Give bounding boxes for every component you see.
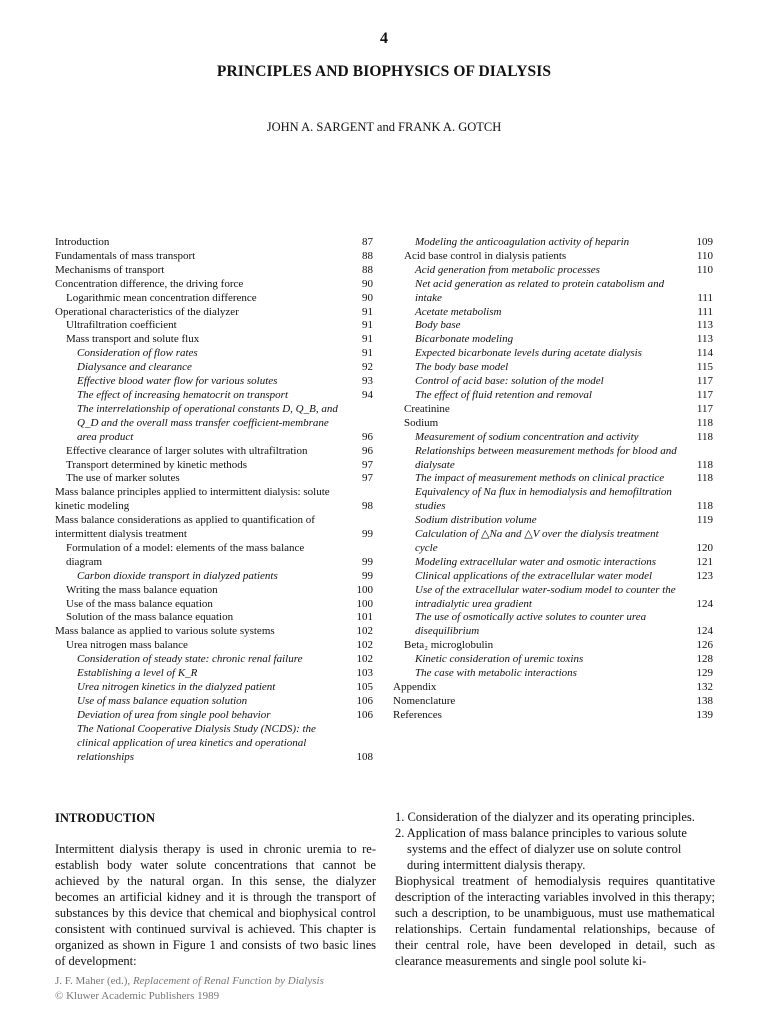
toc-entry-title: Mass balance as applied to various solute systems [55, 625, 275, 638]
toc-entry-page: 99 [362, 569, 373, 582]
toc-entry-title: Acid generation from metabolic processes [415, 263, 600, 276]
toc-entry [55, 306, 373, 320]
toc-entry-title: Control of acid base: solution of the model [415, 375, 604, 388]
toc-entry-page: 118 [696, 458, 713, 471]
intro-paragraph: Intermittent dialysis therapy is used in chronic uremia to re-establish body water solute concentrations that cannot be achieved by the natural organ. In this sense, the dialyzer becomes an artificial kidney and it is through the transport of substances by this device that chemical and biophysical control consistent with continued survival is achieved. This chapter is organized as shown in Figure 1 and consists of two basic lines of development: [55, 842, 376, 968]
toc-entry-title: Relationships between measurement methods for blood and dialysate [415, 444, 677, 471]
chapter-title: PRINCIPLES AND BIOPHYSICS OF DIALYSIS [216, 63, 552, 80]
body-left-column [55, 841, 376, 969]
toc-entry-page: 91 [362, 319, 373, 332]
toc-entry [393, 528, 713, 556]
toc-entry [55, 459, 373, 473]
toc-entry-title: Writing the mass balance equation [66, 583, 218, 596]
toc-entry-title: Body base [415, 319, 461, 332]
toc-entry [55, 570, 373, 584]
toc-entry-title: Concentration difference, the driving force [55, 277, 244, 290]
citation-book-title: Replacement of Renal Function by Dialysis [132, 975, 324, 987]
toc-entry-page: 102 [356, 639, 373, 652]
toc-entry-title: Carbon dioxide transport in dialyzed patients [77, 569, 278, 582]
toc-entry-page: 103 [356, 667, 373, 680]
toc-entry-title: The National Cooperative Dialysis Study (NCDS): the clinical application of urea kinetics and operational relationships [77, 722, 316, 763]
citation-editor: J. F. Maher (ed.), [55, 975, 133, 987]
toc-entry-page: 113 [696, 319, 713, 332]
toc-entry-title: Kinetic consideration of uremic toxins [415, 653, 584, 666]
toc-entry-title: Urea nitrogen mass balance [66, 639, 188, 652]
toc-entry [55, 639, 373, 653]
list-item: 1. Consideration of the dialyzer and its operating principles. [395, 810, 695, 824]
toc-entry-title: Mass balance considerations as applied to quantification of intermittent dialysis treatment [55, 514, 315, 541]
toc-entry [55, 361, 373, 375]
toc-entry-title: Acetate metabolism [415, 305, 502, 318]
toc-entry-title: Beta₂ microglobulin [404, 639, 494, 652]
toc-entry-title: Sodium [404, 416, 439, 429]
toc-entry [55, 403, 373, 445]
toc-entry [393, 611, 713, 639]
toc-entry-title: Transport determined by kinetic methods [66, 458, 248, 471]
toc-entry-page: 97 [362, 472, 373, 485]
authors: JOHN A. SARGENT and FRANK A. GOTCH [266, 120, 502, 134]
toc-entry [55, 264, 373, 278]
toc-entry [55, 292, 373, 306]
toc-entry-page: 117 [696, 388, 713, 401]
toc-entry-page: 88 [362, 263, 373, 276]
toc-entry-title: Calculation of △Na and △V over the dialysis treatment cycle [415, 528, 659, 554]
toc-entry-title: Acid base control in dialysis patients [404, 249, 567, 262]
toc-entry [55, 667, 373, 681]
toc-entry [393, 667, 713, 681]
toc-entry-title: The use of marker solutes [66, 472, 180, 485]
toc-entry [55, 611, 373, 625]
toc-entry [55, 486, 373, 514]
toc-entry [393, 570, 713, 584]
toc-entry-page: 91 [362, 347, 373, 360]
toc-entry [55, 625, 373, 639]
toc-entry [393, 347, 713, 361]
toc-entry [393, 584, 713, 612]
toc-entry-title: Use of the extracellular water-sodium model to counter the intradialytic urea gradient [415, 583, 676, 610]
toc-entry [55, 514, 373, 542]
toc-entry-title: Nomenclature [393, 694, 456, 707]
toc-entry-page: 118 [696, 500, 713, 513]
toc-entry-title: Expected bicarbonate levels during acetate dialysis [415, 347, 642, 360]
toc-entry-title: Measurement of sodium concentration and activity [415, 430, 639, 443]
toc-right-column [393, 236, 713, 723]
toc-left-column [55, 236, 373, 764]
intro-paragraph-2: Biophysical treatment of hemodialysis requires quantitative description of the interacting variables involved in this therapy; such a description, to be unambiguous, must use mathematical relationships. Certain fundamental relationships, because of their central role, have been developed in detail, such as clearance measurements and single pool solute ki- [395, 874, 715, 968]
toc-entry-page: 118 [696, 416, 713, 429]
toc-entry-page: 111 [697, 291, 713, 304]
toc-entry [55, 542, 373, 570]
toc-entry [393, 236, 713, 250]
toc-entry-title: Operational characteristics of the dialyzer [55, 305, 239, 318]
toc-entry [393, 417, 713, 431]
toc-entry-page: 119 [696, 514, 713, 527]
toc-entry-title: Fundamentals of mass transport [55, 249, 196, 262]
toc-entry-title: Modeling the anticoagulation activity of heparin [415, 236, 630, 248]
toc-entry-title: Deviation of urea from single pool behavior [77, 708, 271, 721]
toc-entry [55, 319, 373, 333]
toc-entry-page: 99 [362, 555, 373, 568]
toc-entry [55, 472, 373, 486]
toc-entry-title: Use of mass balance equation solution [77, 694, 248, 707]
toc-entry-title: The impact of measurement methods on clinical practice [415, 472, 665, 485]
section-heading-introduction: INTRODUCTION [55, 811, 156, 825]
body-right-column [395, 809, 715, 969]
toc-entry [393, 514, 713, 528]
toc-entry [55, 709, 373, 723]
toc-entry [55, 653, 373, 667]
toc-entry [393, 486, 713, 514]
toc-entry-page: 87 [362, 236, 373, 248]
toc-entry [393, 306, 713, 320]
toc-entry-title: Introduction [55, 236, 110, 248]
toc-entry-page: 90 [362, 277, 373, 290]
toc-entry-page: 92 [362, 361, 373, 374]
toc-entry-page: 120 [696, 541, 713, 554]
toc-entry-title: Logarithmic mean concentration difference [66, 291, 257, 304]
toc-entry-page: 108 [356, 750, 373, 763]
toc-entry-title: Use of the mass balance equation [66, 597, 213, 610]
toc-entry [393, 403, 713, 417]
toc-entry-page: 126 [696, 639, 713, 652]
toc-entry-page: 138 [696, 694, 713, 707]
toc-entry-page: 91 [362, 333, 373, 346]
toc-entry-page: 118 [696, 472, 713, 485]
toc-entry-title: The interrelationship of operational constants D, Q_B, and Q_D and the overall mass transfer coefficient-membrane area product [77, 402, 338, 443]
toc-entry-title: Sodium distribution volume [415, 514, 537, 527]
toc-entry-title: Mass transport and solute flux [66, 333, 200, 346]
toc-entry [55, 278, 373, 292]
toc-entry [393, 472, 713, 486]
toc-entry-title: Creatinine [404, 402, 450, 415]
toc-entry [393, 375, 713, 389]
toc-entry-page: 102 [356, 625, 373, 638]
toc-entry-page: 117 [696, 402, 713, 415]
toc-entry-title: Effective blood water flow for various solutes [77, 375, 278, 388]
toc-entry-title: The effect of increasing hematocrit on transport [77, 388, 289, 401]
toc-entry-title: Effective clearance of larger solutes with ultrafiltration [66, 444, 308, 457]
toc-entry-page: 128 [696, 653, 713, 666]
toc-entry-page: 110 [696, 249, 713, 262]
toc-entry [393, 639, 713, 653]
toc-entry-title: Mass balance principles applied to intermittent dialysis: solute kinetic modeling [55, 486, 330, 513]
toc-entry-page: 88 [362, 249, 373, 262]
toc-entry-page: 118 [696, 430, 713, 443]
citation-footer [55, 974, 324, 1004]
toc-entry-page: 132 [696, 681, 713, 693]
toc-entry [55, 695, 373, 709]
toc-entry-page: 124 [696, 597, 713, 610]
toc-entry-page: 106 [356, 708, 373, 721]
citation-copyright: © Kluwer Academic Publishers 1989 [55, 990, 220, 1002]
toc-entry [393, 264, 713, 278]
toc-entry [393, 250, 713, 264]
chapter-number: 4 [380, 30, 388, 47]
toc-entry-page: 97 [362, 458, 373, 471]
toc-entry-page: 100 [356, 597, 373, 610]
toc-entry-title: Formulation of a model: elements of the mass balance diagram [66, 541, 305, 568]
toc-entry-page: 98 [362, 500, 373, 513]
toc-entry [55, 681, 373, 695]
toc-entry-title: The body base model [415, 361, 509, 374]
citation-line-1 [55, 974, 324, 989]
list-item: 2. Application of mass balance principles to various solute systems and the effect of dialyzer use on solute control during intermittent dialysis therapy. [395, 826, 687, 872]
toc-entry-title: Bicarbonate modeling [415, 333, 514, 346]
toc-entry [393, 681, 713, 695]
toc-entry [393, 653, 713, 667]
toc-entry [55, 375, 373, 389]
toc-entry-title: Urea nitrogen kinetics in the dialyzed patient [77, 681, 276, 693]
toc-entry [55, 250, 373, 264]
toc-entry-page: 115 [696, 361, 713, 374]
toc-entry-title: Consideration of flow rates [77, 347, 198, 360]
toc-entry [393, 445, 713, 473]
toc-entry-page: 96 [362, 430, 373, 443]
toc-entry [393, 431, 713, 445]
toc-entry-title: Establishing a level of K_R [77, 667, 198, 680]
toc-entry-page: 117 [696, 375, 713, 388]
toc-entry-page: 139 [696, 708, 713, 721]
toc-entry [55, 389, 373, 403]
toc-entry-page: 114 [696, 347, 713, 360]
toc-entry [55, 584, 373, 598]
toc-entry-page: 90 [362, 291, 373, 304]
toc-entry-title: Appendix [393, 681, 437, 693]
toc-entry-title: Dialysance and clearance [77, 361, 192, 374]
toc-entry-page: 105 [356, 681, 373, 693]
toc-entry-page: 99 [362, 528, 373, 541]
toc-entry [393, 389, 713, 403]
toc-entry-title: The use of osmotically active solutes to counter urea disequilibrium [415, 611, 647, 638]
toc-entry-page: 111 [697, 305, 713, 318]
toc-entry [393, 333, 713, 347]
toc-entry-page: 101 [356, 611, 373, 624]
toc-entry [393, 556, 713, 570]
toc-entry-title: The case with metabolic interactions [415, 667, 577, 680]
toc-entry-page: 124 [696, 625, 713, 638]
toc-entry-title: Equivalency of Na flux in hemodialysis and hemofiltration studies [415, 486, 672, 513]
toc-entry-page: 129 [696, 667, 713, 680]
toc-entry [55, 236, 373, 250]
toc-entry-title: Solution of the mass balance equation [66, 611, 234, 624]
toc-entry-page: 121 [696, 555, 713, 568]
toc-entry-page: 102 [356, 653, 373, 666]
toc-entry-page: 91 [362, 305, 373, 318]
toc-entry [393, 695, 713, 709]
toc-entry-page: 113 [696, 333, 713, 346]
toc-entry-title: Net acid generation as related to protein catabolism and intake [415, 277, 665, 304]
toc-entry [393, 709, 713, 723]
toc-entry-page: 96 [362, 444, 373, 457]
toc-entry-title: Clinical applications of the extracellular water model [415, 569, 653, 582]
toc-entry [393, 278, 713, 306]
toc-entry [393, 319, 713, 333]
toc-entry [55, 333, 373, 347]
toc-entry-page: 94 [362, 388, 373, 401]
toc-entry [55, 723, 373, 765]
toc-entry [55, 445, 373, 459]
toc-entry-title: Ultrafiltration coefficient [66, 319, 177, 332]
toc-entry-page: 123 [696, 569, 713, 582]
toc-entry-page: 93 [362, 375, 373, 388]
toc-entry-page: 109 [696, 236, 713, 248]
toc-entry-page: 100 [356, 583, 373, 596]
toc-entry-page: 110 [696, 263, 713, 276]
toc-entry-title: References [393, 708, 442, 721]
toc-entry-page: 106 [356, 694, 373, 707]
toc-entry [55, 598, 373, 612]
toc-entry-title: Mechanisms of transport [55, 263, 165, 276]
toc-entry-title: The effect of fluid retention and removal [415, 388, 592, 401]
toc-entry [393, 361, 713, 375]
toc-entry-title: Modeling extracellular water and osmotic interactions [415, 555, 657, 568]
toc-entry [55, 347, 373, 361]
toc-entry-title: Consideration of steady state: chronic renal failure [77, 653, 303, 666]
